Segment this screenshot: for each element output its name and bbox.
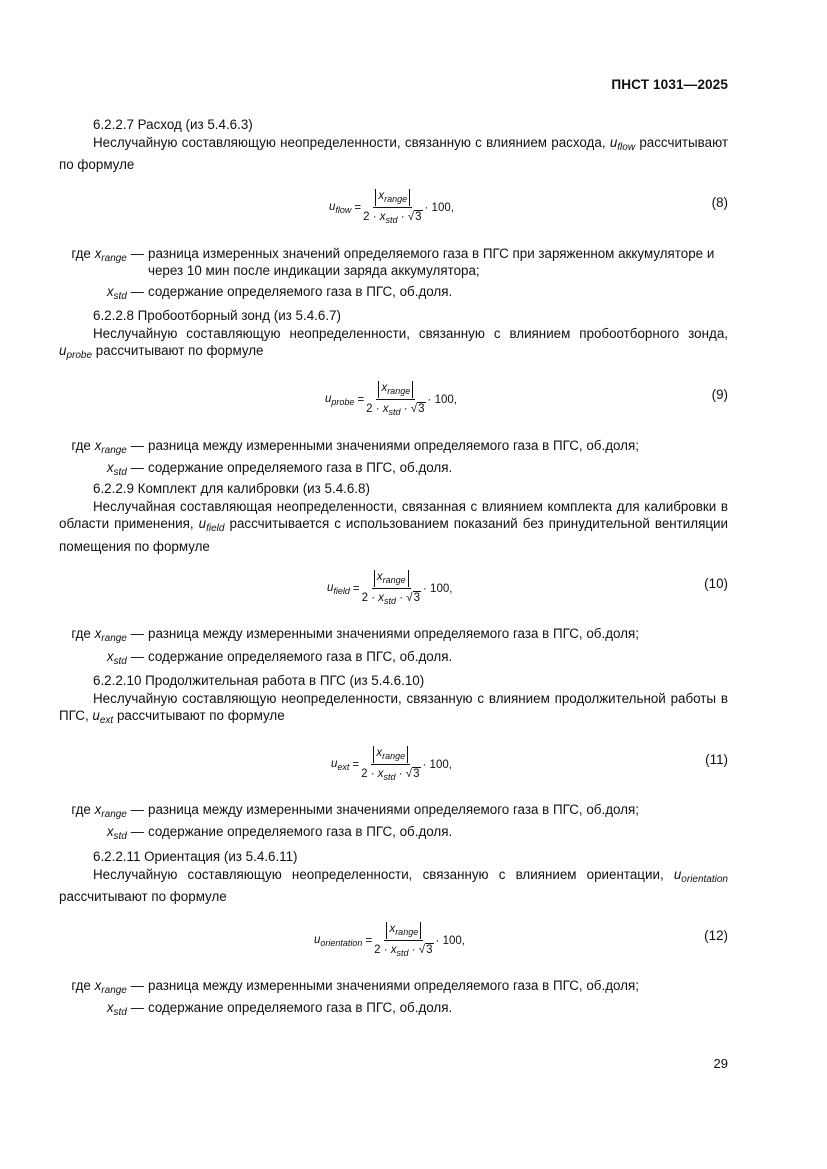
symbol: $u_{field}$ — [198, 516, 225, 534]
section-6-2-2-9 — [59, 480, 728, 670]
where-list — [59, 977, 728, 1022]
section-title: 6.2.2.10 Продолжительная работа в ПГС (из 5.4.6.10) — [93, 673, 425, 688]
section-paragraph: Неслучайную составляющую неопределенности, связанную с влиянием пробоотборного зонда, $u_{probe}$ рассчитывают по формуле — [59, 325, 728, 361]
where-list — [59, 437, 728, 482]
symbol: $u_{ext}$ — [92, 708, 114, 726]
formula-block — [59, 377, 728, 423]
definition-row: $x_{std}$ — содержание определяемого газа в ПГС, об.доля. — [106, 1000, 453, 1018]
section-paragraph: Неслучайную составляющую неопределенности, связанную с влиянием продолжительной работы в ПГС, $u_{ext}$ рассчитывают по формуле — [59, 690, 728, 726]
equation-number: (12) — [704, 927, 728, 943]
equation-number: (8) — [711, 194, 728, 210]
symbol: $u_{orientation}$ — [673, 866, 728, 885]
formula-block — [59, 742, 728, 788]
fraction: $\frac{x_{range}}{2 \cdot x_{std} \cdot √3}$ — [363, 189, 422, 225]
section-6-2-2-8 — [59, 307, 728, 482]
section-6-2-2-11 — [59, 848, 728, 1022]
definition-row: $x_{std}$ — содержание определяемого газа в ПГС, об.доля. — [106, 460, 453, 478]
fraction: $\frac{x_{range}}{2 \cdot x_{std} \cdot √3}$ — [361, 571, 420, 606]
section-title: 6.2.2.7 Расход (из 5.4.6.3) — [93, 117, 253, 132]
section-paragraph: Неслучайную составляющую неопределенности, связанную с влиянием расхода, $u_{flow}$ рассчитывают по формуле — [59, 134, 728, 172]
formula-block — [59, 185, 728, 231]
fraction: $\frac{x_{range}}{2 \cdot x_{std} \cdot √3}$ — [366, 381, 425, 417]
formula: $u_{ext}$ = $\frac{x_{range}}{2 \cdot x_{std} \cdot √3}$ · 100, — [331, 746, 452, 782]
section-paragraph: Неслучайная составляющая неопределенности, связанная с влиянием комплекта для калибровки в области применения, $u_{field}$ рассчитывается с использованием показаний без принудительной вентиляции помещения по формуле — [59, 498, 728, 554]
formula: $u_{flow}$ = $\frac{x_{range}}{2 \cdot x_{std} \cdot √3}$ · 100, — [329, 189, 454, 225]
page-number: 29 — [713, 1056, 728, 1071]
document-header: ПНСТ 1031—2025 — [611, 77, 728, 92]
formula-block — [59, 918, 728, 964]
formula: $u_{orientation}$ = $\frac{x_{range}}{2 \cdot x_{std} \cdot √3}$ · 100, — [314, 922, 465, 958]
where-list — [59, 625, 728, 670]
where-list — [59, 245, 728, 306]
definition-row: где $x_{range}$ — разница между измеренными значениями определяемого газа в ПГС, об.доля; — [71, 977, 639, 996]
equation-number: (11) — [705, 751, 728, 767]
fraction: $\frac{x_{range}}{2 \cdot x_{std} \cdot √3}$ — [361, 746, 420, 782]
section-paragraph: Неслучайную составляющую неопределенности, связанную с влиянием ориентации, $u_{orientation}$ рассчитывают по формуле — [59, 866, 728, 904]
formula: $u_{probe}$ = $\frac{x_{range}}{2 \cdot x_{std} \cdot √3}$ · 100, — [325, 381, 457, 417]
formula-block — [59, 566, 728, 612]
formula: $u_{field}$ = $\frac{x_{range}}{2 \cdot x_{std} \cdot √3}$ · 100, — [327, 571, 453, 606]
symbol: $u_{flow}$ — [609, 134, 636, 153]
section-6-2-2-10 — [59, 672, 728, 846]
definition-row: где $x_{range}$ — разница между измеренными значениями определяемого газа в ПГС, об.доля; — [71, 801, 639, 820]
equation-number: (9) — [711, 386, 728, 402]
section-title: 6.2.2.11 Ориентация (из 5.4.6.11) — [93, 849, 298, 864]
definition-row: где $x_{range}$ — разница измеренных значений определяемого газа в ПГС при заряженном аккумуляторе и через 10 мин после индикации заряда аккумулятора; — [71, 245, 715, 278]
where-list — [59, 801, 728, 846]
definition-row: $x_{std}$ — содержание определяемого газа в ПГС, об.доля. — [106, 283, 453, 302]
equation-number: (10) — [704, 576, 728, 591]
symbol: $u_{probe}$ — [59, 343, 93, 361]
section-title: 6.2.2.8 Пробоотборный зонд (из 5.4.6.7) — [93, 308, 341, 323]
fraction: $\frac{x_{range}}{2 \cdot x_{std} \cdot √3}$ — [374, 922, 433, 958]
definition-row: $x_{std}$ — содержание определяемого газа в ПГС, об.доля. — [106, 824, 453, 842]
definition-row: $x_{std}$ — содержание определяемого газа в ПГС, об.доля. — [106, 648, 453, 667]
definition-row: где $x_{range}$ — разница между измеренными значениями определяемого газа в ПГС, об.доля; — [71, 626, 639, 644]
definition-row: где $x_{range}$ — разница между измеренными значениями определяемого газа в ПГС, об.доля; — [71, 437, 639, 456]
section-title: 6.2.2.9 Комплект для калибровки (из 5.4.6.8) — [93, 481, 370, 496]
section-6-2-2-7 — [59, 116, 728, 305]
